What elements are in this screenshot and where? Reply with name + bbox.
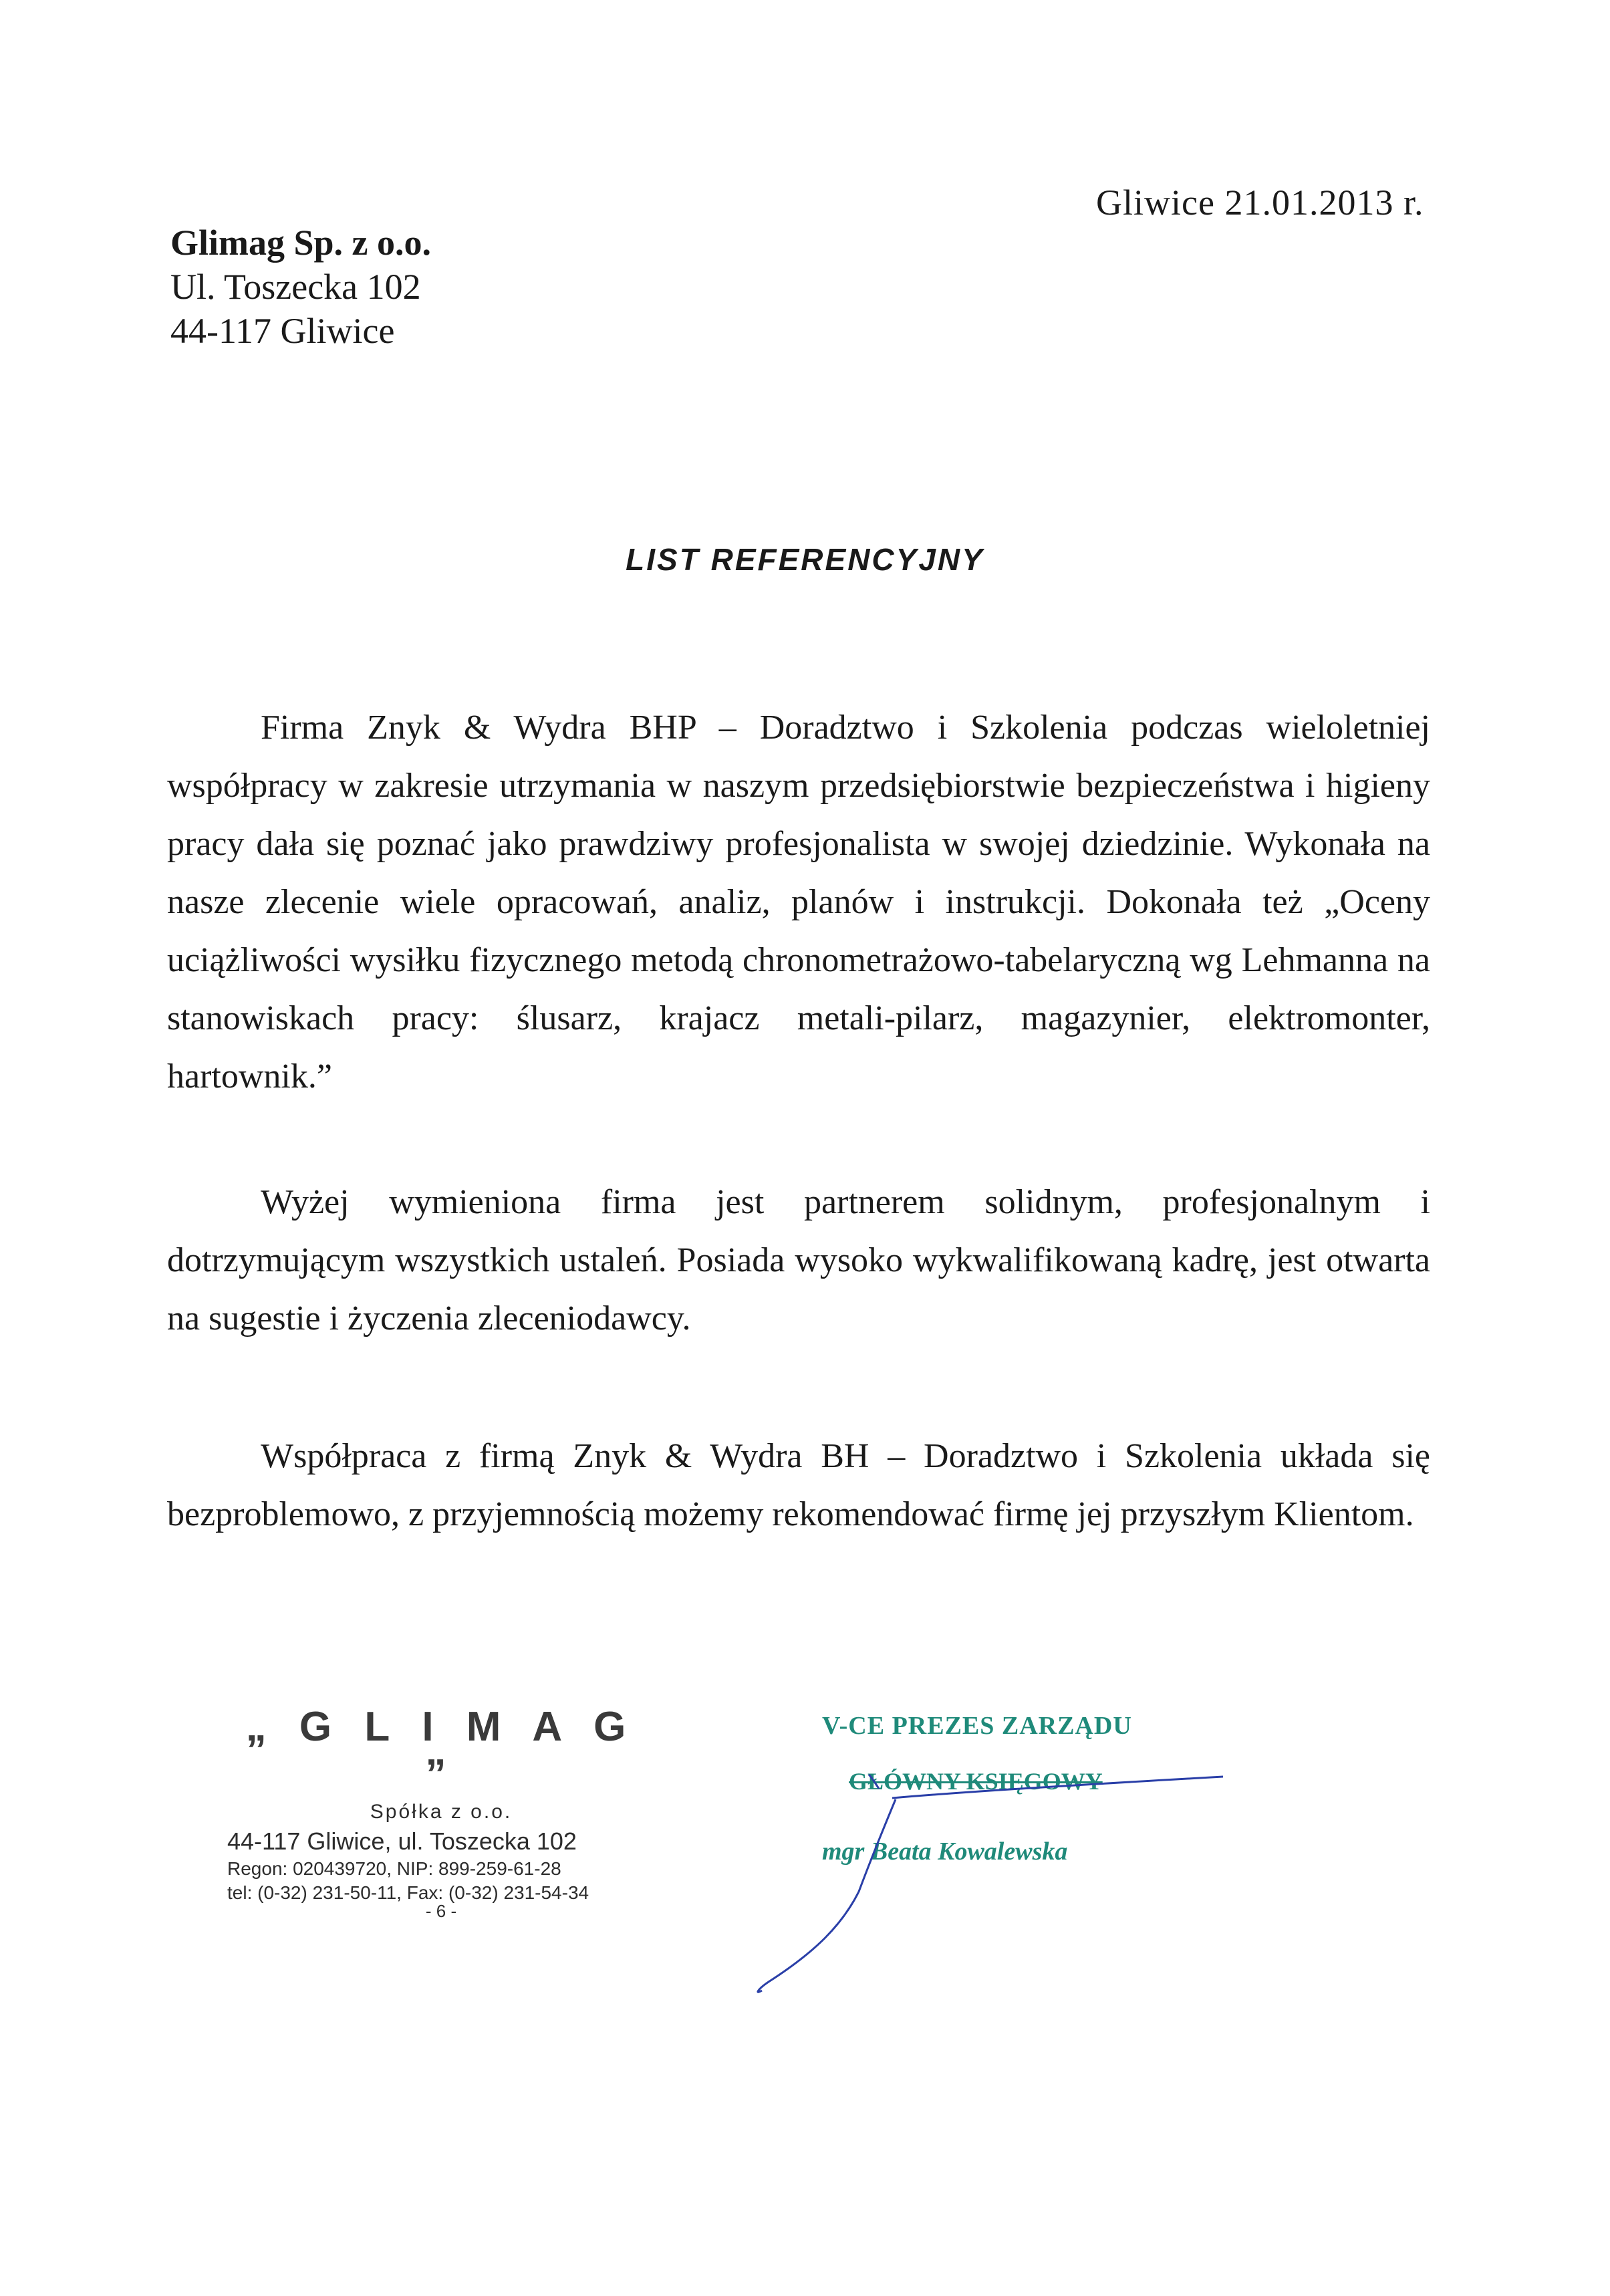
signature-role-1: V-CE PREZES ZARZĄDU xyxy=(822,1712,1132,1740)
sender-name: Glimag Sp. z o.o. xyxy=(170,223,432,263)
document-title: LIST REFERENCYJNY xyxy=(626,542,984,577)
signature-role-2: GŁÓWNY KSIĘGOWY xyxy=(849,1768,1103,1795)
body-paragraph-3: Współpraca z firmą Znyk & Wydra BH – Doradztwo i Szkolenia układa się bezproblemowo, z przyjemnością możemy rekomendować firmę jej przyszłym Klientom. xyxy=(167,1437,1430,1533)
company-stamp-registry: Regon: 020439720, NIP: 899-259-61-28 xyxy=(227,1858,561,1879)
company-stamp xyxy=(227,1703,655,1922)
letter-date: Gliwice 21.01.2013 r. xyxy=(1096,182,1424,223)
company-stamp-page-number: - 6 - xyxy=(425,1901,457,1921)
signature-person: mgr Beata Kowalewska xyxy=(822,1837,1068,1866)
body-paragraph-2: Wyżej wymieniona firma jest partnerem solidnym, profesjonalnym i dotrzymującym wszystkich ustaleń. Posiada wysoko wykwalifikowaną kadrę, jest otwarta na sugestie i życzenia zleceniodawcy. xyxy=(167,1183,1430,1337)
sender-street: Ul. Toszecka 102 xyxy=(170,267,421,307)
signature-stamp xyxy=(822,1711,1236,1866)
company-stamp-address: 44-117 Gliwice, ul. Toszecka 102 xyxy=(227,1827,577,1855)
company-stamp-phones: tel: (0-32) 231-50-11, Fax: (0-32) 231-54-34 xyxy=(227,1882,589,1903)
company-stamp-subtitle: Spółka z o.o. xyxy=(370,1801,513,1823)
sender-address-block xyxy=(170,221,431,353)
sender-city: 44-117 Gliwice xyxy=(170,311,395,351)
body-paragraph-1: Firma Znyk & Wydra BHP – Doradztwo i Szkolenia podczas wieloletniej współpracy w zakresie utrzymania w naszym przedsiębiorstwie bezpieczeństwa i higieny pracy dała się poznać jako prawdziwy profesjonalista w swojej dziedzinie. Wykonała na nasze zlecenie wiele opracowań, analiz, planów i instrukcji. Dokonała też „Oceny uciążliwości wysiłku fizycznego metodą chronometrażowo-tabelaryczną wg Lehmanna na stanowiskach pracy: ślusarz, krajacz metali-pilarz, magazynier, elektromonter, hartownik.” xyxy=(167,709,1430,1096)
company-stamp-title: „ G L I M A G ” xyxy=(245,1704,637,1797)
